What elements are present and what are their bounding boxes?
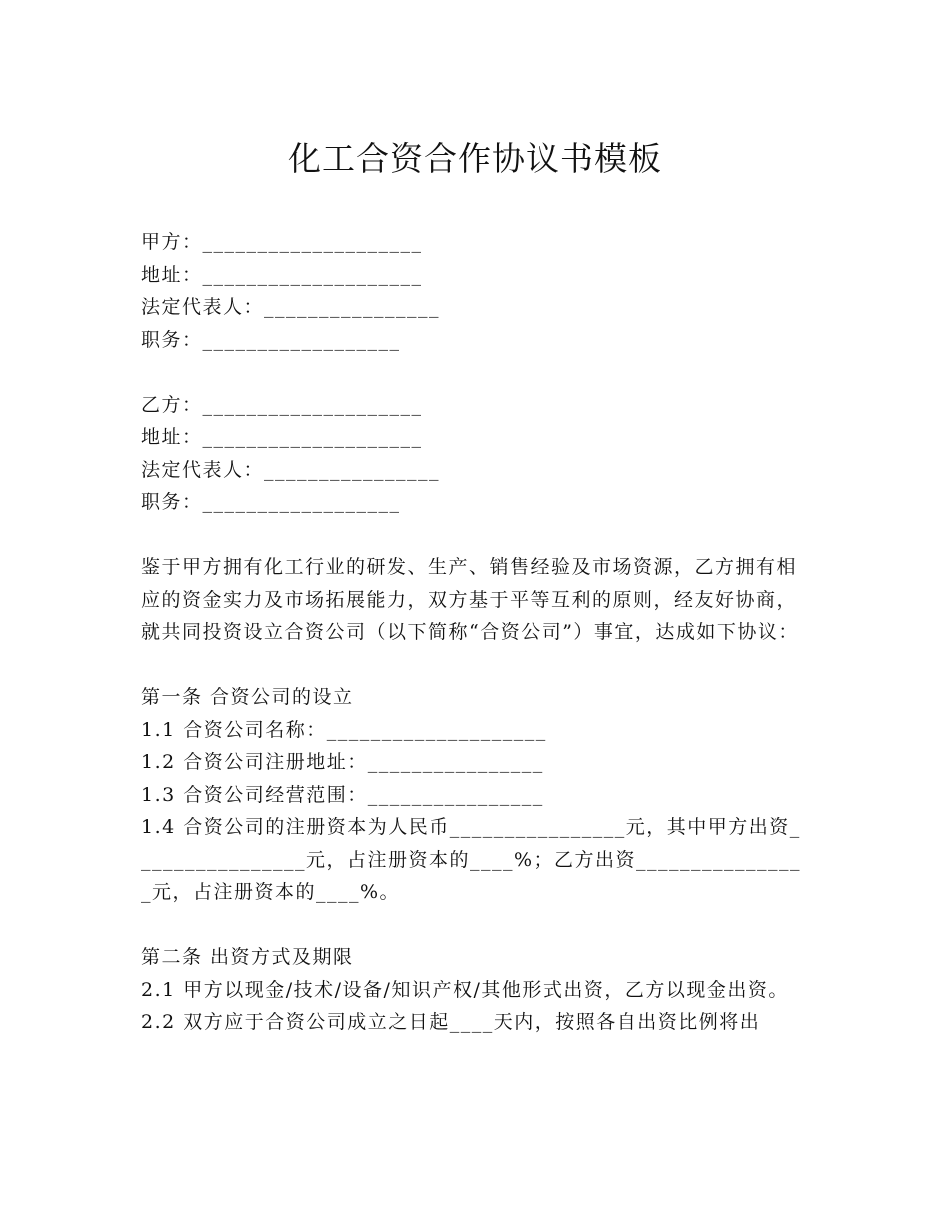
party-a-title-line: 职务：__________________: [141, 328, 401, 351]
clause-1-3: 1.3 合资公司经营范围：________________: [141, 783, 544, 806]
article-1-heading: 第一条 合资公司的设立: [141, 686, 354, 708]
clause-1-4: 1.4 合资公司的注册资本为人民币________________元，其中甲方出资________________元，占注册资本的____%；乙方出资________________元，占注册资本的____%。: [141, 816, 802, 903]
party-b-name-line: 乙方：____________________: [141, 393, 423, 416]
preamble-paragraph: 鉴于甲方拥有化工行业的研发、生产、销售经验及市场资源，乙方拥有相应的资金实力及市场拓展能力，双方基于平等互利的原则，经友好协商，就共同投资设立合资公司（以下简称“合资公司”）事宜，达成如下协议：: [141, 556, 799, 643]
spacer: [141, 519, 811, 552]
article-2-heading: 第二条 出资方式及期限: [141, 946, 354, 968]
clause-1-2: 1.2 合资公司注册地址：________________: [141, 751, 544, 773]
spacer: [141, 649, 811, 682]
party-a-address-line: 地址：____________________: [141, 263, 423, 286]
party-a-representative-line: 法定代表人：________________: [141, 296, 441, 318]
document-title: 化工合资合作协议书模板: [288, 139, 662, 178]
document-body: [141, 226, 811, 1039]
party-b-title-line: 职务：__________________: [141, 491, 401, 513]
clause-2-2: 2.2 双方应于合资公司成立之日起____天内，按照各自出资比例将出: [141, 1011, 761, 1033]
party-b-address-line: 地址：____________________: [141, 426, 423, 448]
clause-1-1: 1.1 合资公司名称：____________________: [141, 718, 547, 741]
spacer: [141, 909, 811, 942]
party-a-name-line: 甲方：____________________: [141, 231, 423, 253]
spacer: [141, 356, 811, 389]
clause-2-1: 2.1 甲方以现金/技术/设备/知识产权/其他形式出资，乙方以现金出资。: [141, 978, 789, 1001]
party-b-representative-line: 法定代表人：________________: [141, 458, 441, 481]
